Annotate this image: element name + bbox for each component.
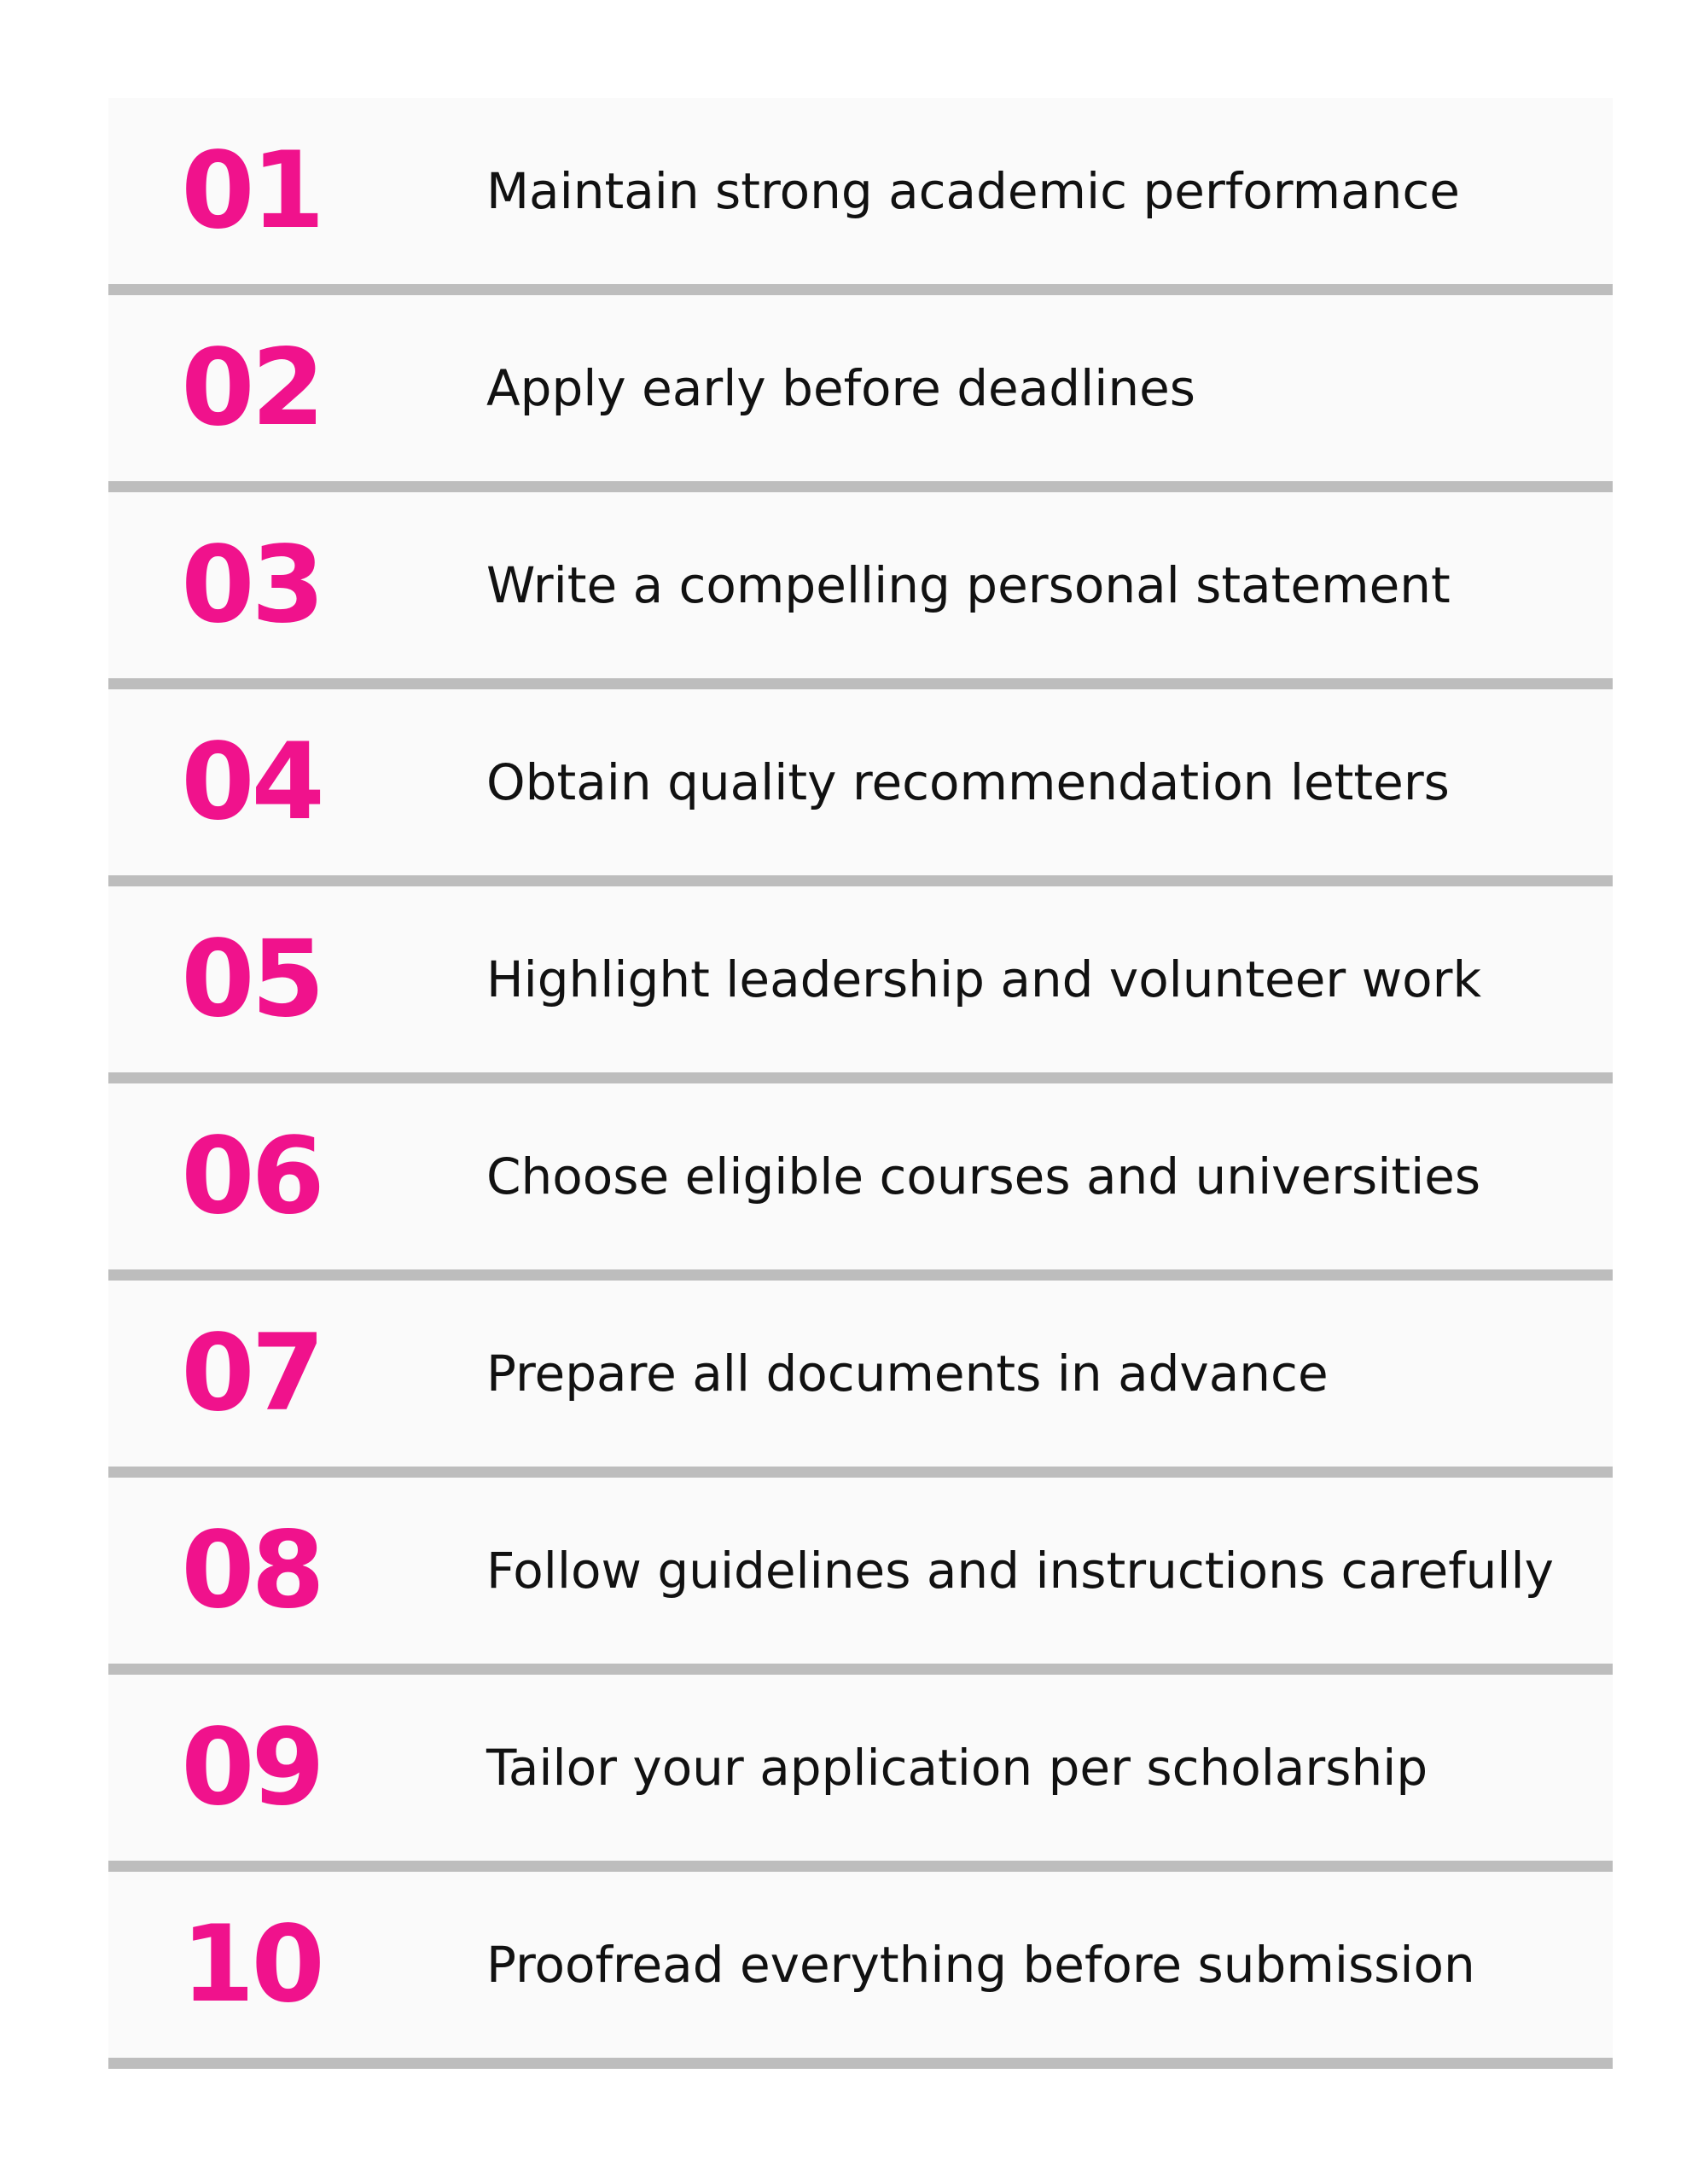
item-number: 02: [181, 327, 322, 450]
item-number: 06: [181, 1115, 322, 1238]
item-text: Maintain strong academic performance: [486, 162, 1460, 220]
item-number: 05: [181, 918, 322, 1041]
list-item: [108, 98, 1613, 295]
item-number: 03: [181, 524, 322, 647]
list-item: [108, 1872, 1613, 2069]
item-text: Follow guidelines and instructions carefully: [486, 1542, 1554, 1600]
item-text: Obtain quality recommendation letters: [486, 753, 1450, 811]
item-text: Write a compelling personal statement: [486, 556, 1451, 614]
list-item: [108, 886, 1613, 1083]
item-number: 07: [181, 1312, 322, 1435]
item-text: Prepare all documents in advance: [486, 1345, 1329, 1403]
list-item: [108, 1281, 1613, 1478]
list-item: [108, 295, 1613, 492]
item-number: 04: [181, 721, 322, 844]
item-number: 10: [181, 1903, 322, 2026]
list-item: [108, 1083, 1613, 1281]
item-number: 09: [181, 1706, 322, 1829]
item-text: Highlight leadership and volunteer work: [486, 950, 1482, 1008]
list-item: [108, 1675, 1613, 1872]
item-number: 08: [181, 1509, 322, 1632]
item-text: Choose eligible courses and universities: [486, 1147, 1481, 1205]
item-text: Tailor your application per scholarship: [486, 1739, 1428, 1797]
list-item: [108, 1478, 1613, 1675]
list-item: [108, 492, 1613, 689]
item-text: Proofread everything before submission: [486, 1936, 1475, 1994]
item-text: Apply early before deadlines: [486, 359, 1195, 417]
tips-list: [108, 98, 1613, 2069]
item-number: 01: [181, 130, 322, 253]
list-item: [108, 689, 1613, 886]
